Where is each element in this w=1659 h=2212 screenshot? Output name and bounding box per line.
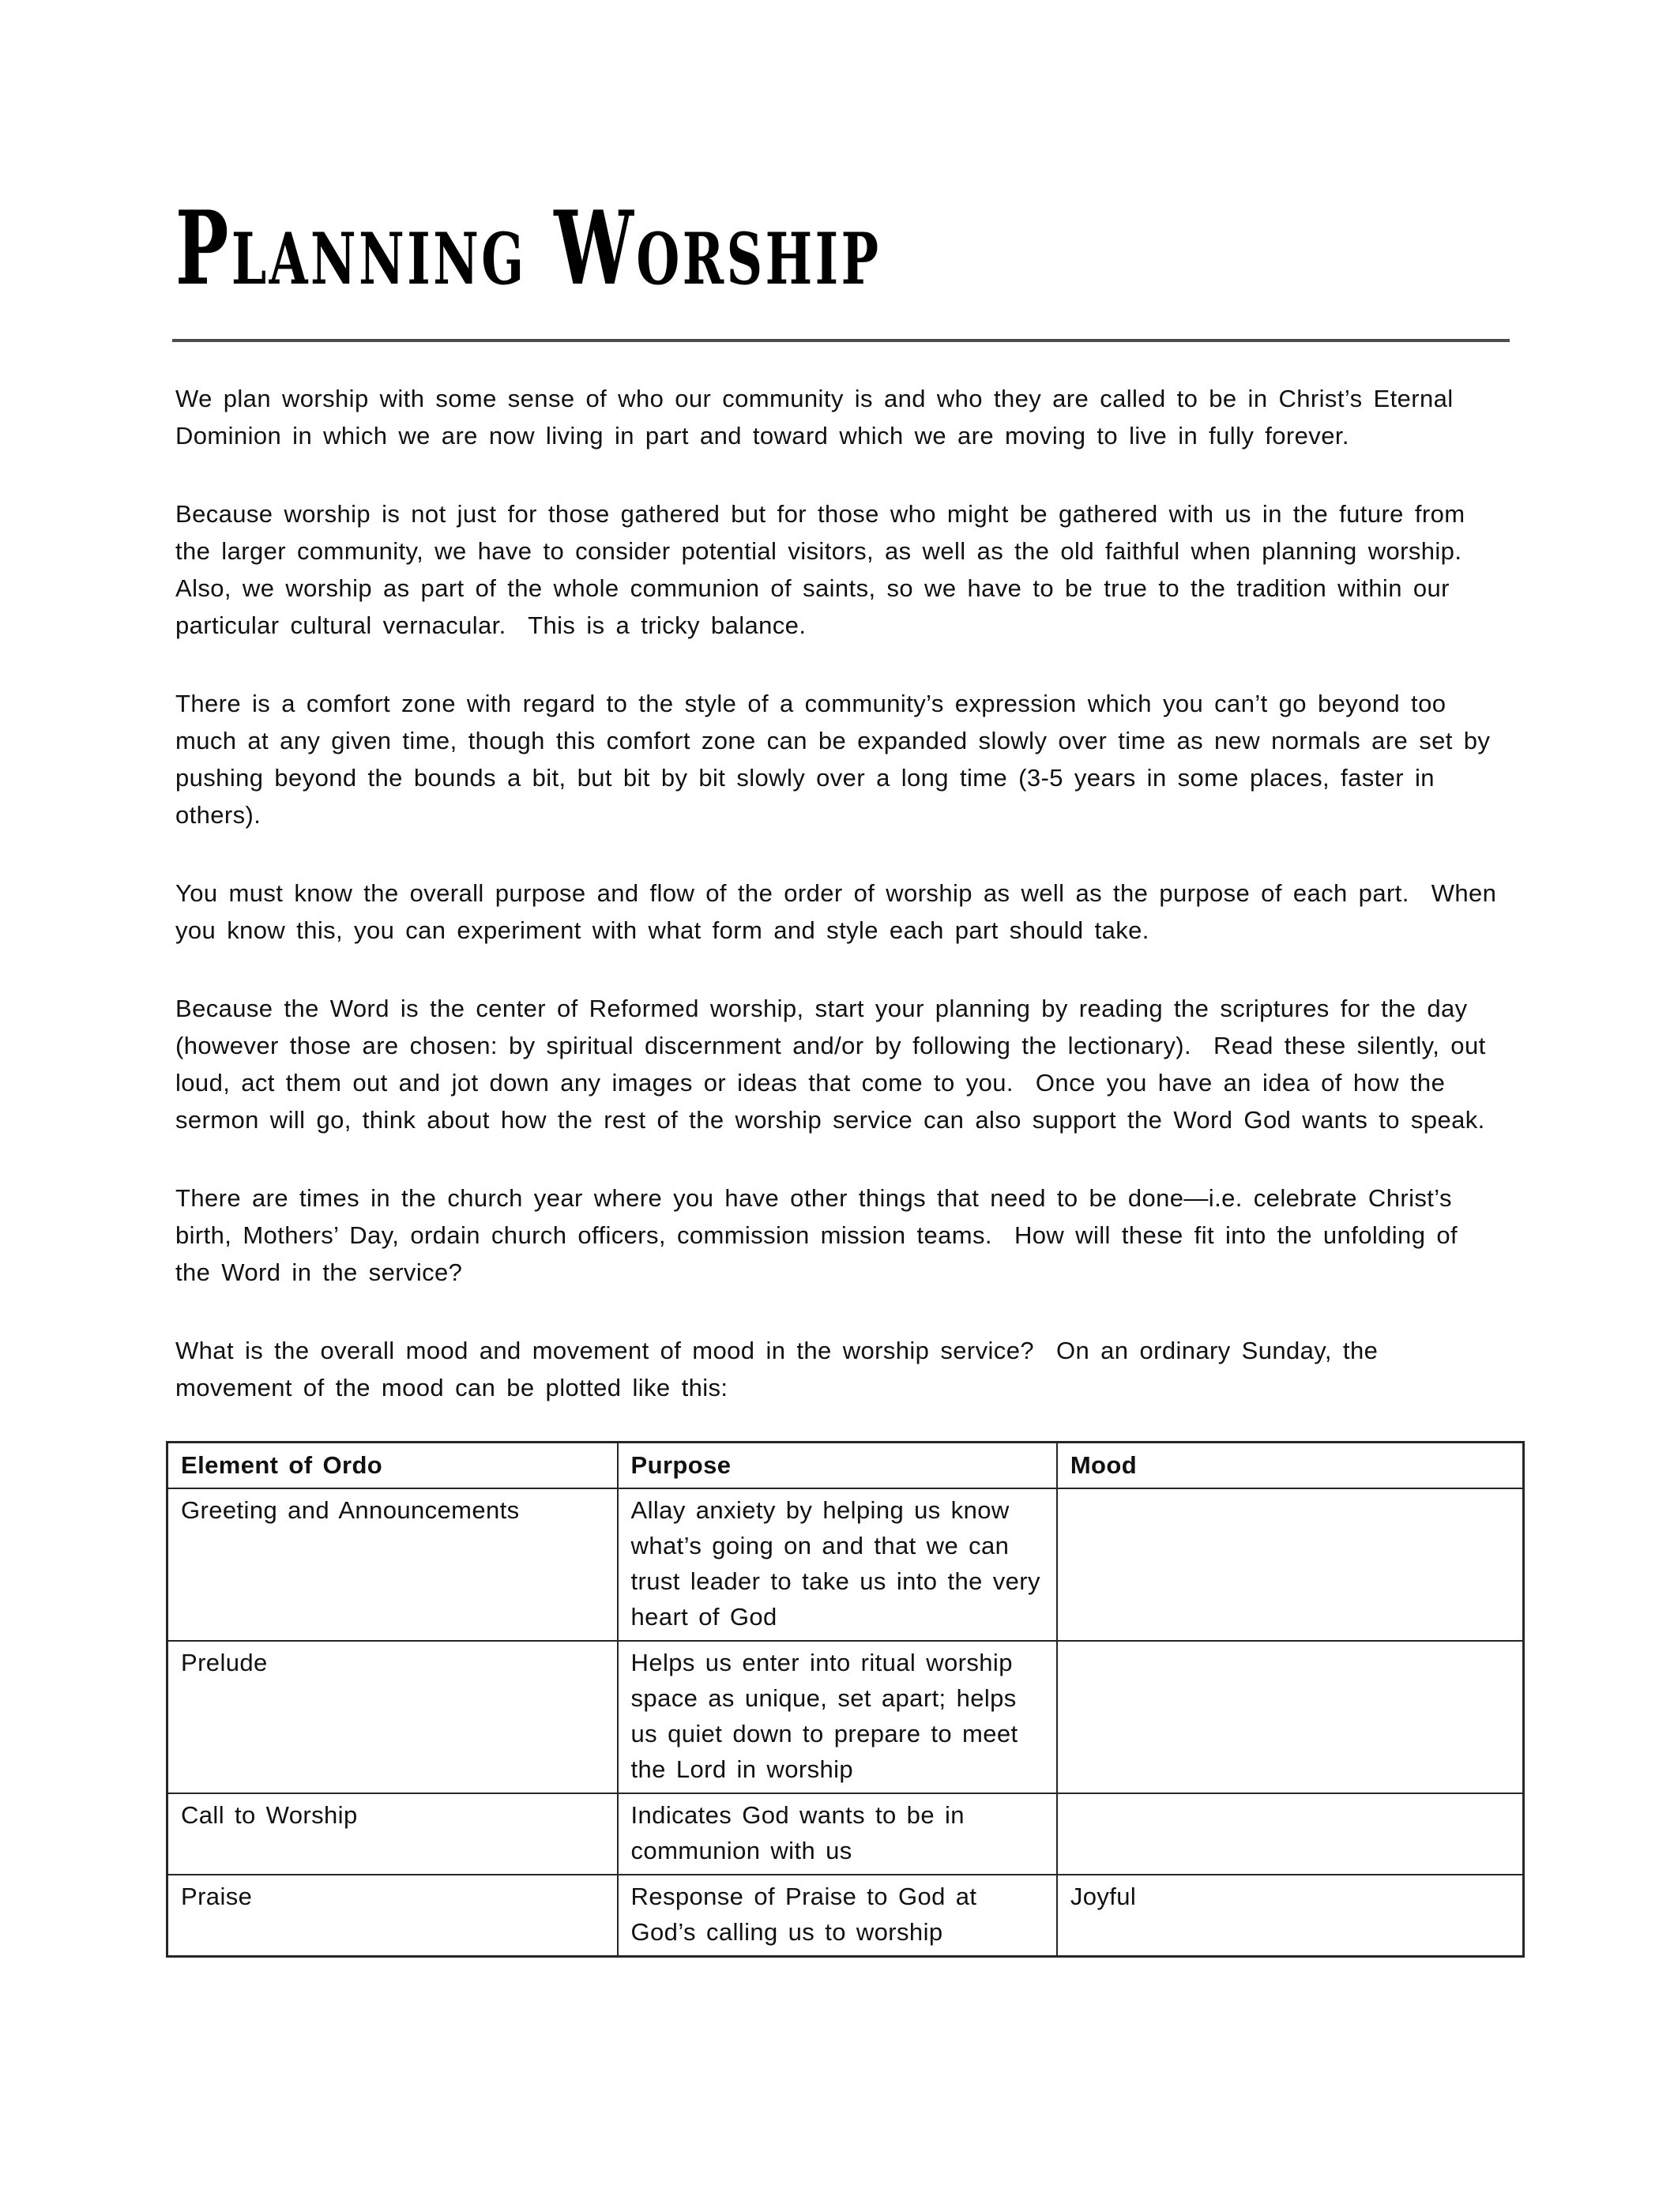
table-row-greeting	[167, 1488, 1524, 1641]
paragraph-comfort-zone: There is a comfort zone with regard to the style of a community’s expression which you can’t go beyond too much at any given time, though this comfort zone can be expanded slowly over time as new normals are set by pushing beyond the bounds a bit, but bit by bit slowly over a long time (3-5 years in some places, faster in others).	[175, 690, 1502, 829]
cell-mood	[1057, 1793, 1524, 1875]
paragraph-church-year: There are times in the church year where you have other things that need to be done—i.e. celebrate Christ’s birth, Mothers’ Day, ordain church officers, commission mission teams. How will these fit into the unfolding of the Word in the service?	[175, 1184, 1469, 1286]
cell-purpose: Allay anxiety by helping us know what’s going on and that we can trust leader to take us into the very heart of God	[618, 1488, 1057, 1641]
column-header-mood: Mood	[1057, 1443, 1524, 1489]
title-block	[175, 190, 1497, 326]
worship-elements-table	[166, 1441, 1525, 1958]
cell-mood	[1057, 1488, 1524, 1641]
paragraph-purpose-flow: You must know the overall purpose and flow of the order of worship as well as the purpose of each part. When you know this, you can experiment with what form and style each part should take.	[175, 879, 1508, 944]
column-header-purpose: Purpose	[618, 1443, 1057, 1489]
cell-purpose: Response of Praise to God at God’s calling us to worship	[618, 1875, 1057, 1957]
table-header-row	[167, 1443, 1524, 1489]
cell-element: Call to Worship	[167, 1793, 618, 1875]
paragraph-mood-intro: What is the overall mood and movement of mood in the worship service? On an ordinary Sunday, the movement of the mood can be plotted like this:	[175, 1337, 1390, 1401]
table-row-praise	[167, 1875, 1524, 1957]
cell-mood: Joyful	[1057, 1875, 1524, 1957]
cell-element: Praise	[167, 1875, 618, 1957]
table-row-prelude	[167, 1641, 1524, 1793]
paragraph-word-center: Because the Word is the center of Reformed worship, start your planning by reading the scriptures for the day (however those are chosen: by spiritual discernment and/or by following the lectionary). Read these silently, out loud, act them out and jot down any images or ideas that come to you. Once you have an idea of how the sermon will go, think about how the rest of the worship service can also support the Word God wants to speak.	[175, 995, 1497, 1134]
table-row-call-to-worship	[167, 1793, 1524, 1875]
cell-element: Greeting and Announcements	[167, 1488, 618, 1641]
cell-element: Prelude	[167, 1641, 618, 1793]
cell-purpose: Helps us enter into ritual worship space as unique, set apart; helps us quiet down to prepare to meet the Lord in worship	[618, 1641, 1057, 1793]
title-underline	[172, 339, 1510, 342]
page-title: Planning Worship	[175, 190, 882, 308]
cell-purpose: Indicates God wants to be in communion with us	[618, 1793, 1057, 1875]
column-header-element-of-ordo: Element of Ordo	[167, 1443, 618, 1489]
paragraph-intro: We plan worship with some sense of who our community is and who they are called to be in Christ’s Eternal Dominion in which we are now living in part and toward which we are moving to live in fully forever.	[175, 385, 1465, 450]
paragraph-visitors-tradition: Because worship is not just for those gathered but for those who might be gathered with us in the future from the larger community, we have to consider potential visitors, as well as the old faithful when planning worship. Also, we worship as part of the whole communion of saints, so we have to be true to the tradition within our particular cultural vernacular. This is a tricky balance.	[175, 500, 1477, 639]
cell-mood	[1057, 1641, 1524, 1793]
